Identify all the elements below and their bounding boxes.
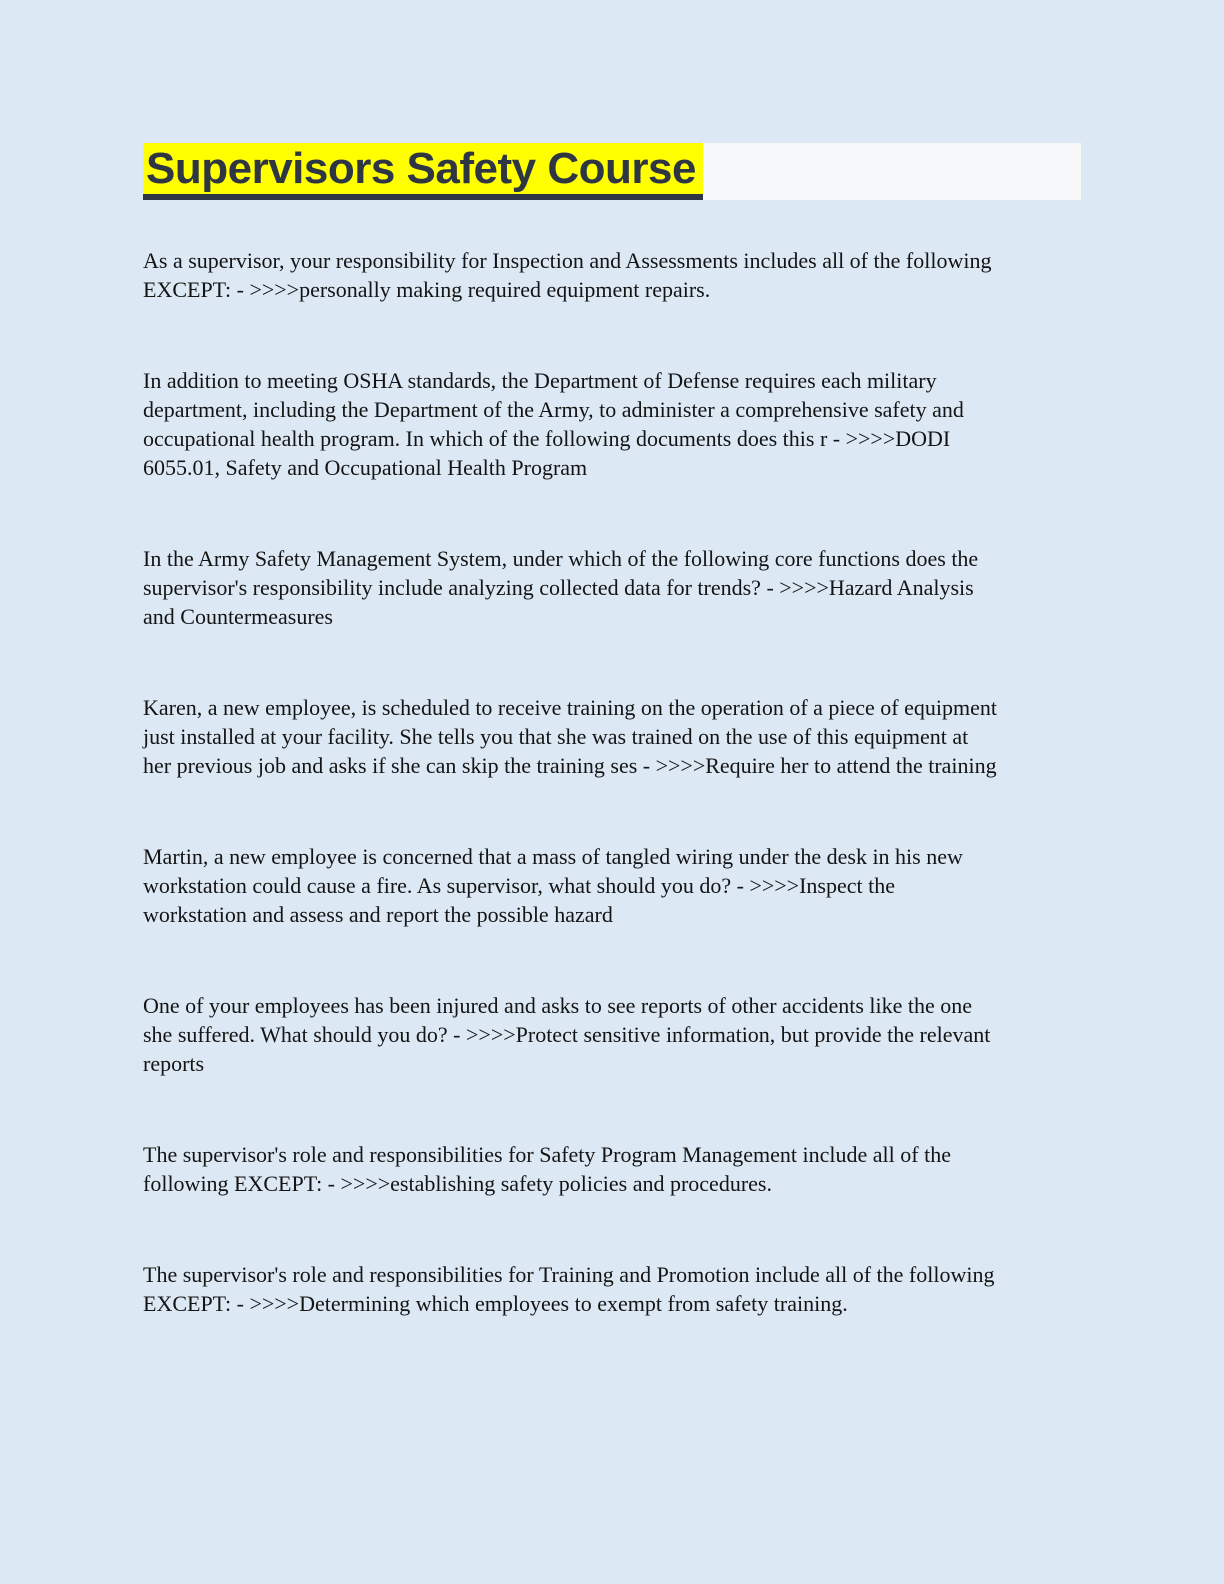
qa-paragraph [143,366,1081,482]
text-line: workstation and assess and report the possible hazard [143,902,613,927]
qa-paragraph [143,991,1081,1078]
text-line: she suffered. What should you do? - >>>>Protect sensitive information, but provide the relevant [143,1022,991,1047]
text-line: EXCEPT: - >>>>personally making required equipment repairs. [143,277,711,302]
text-line: reports [143,1051,205,1076]
qa-paragraph [143,842,1081,929]
text-line: In addition to meeting OSHA standards, the Department of Defense requires each military [143,368,937,393]
text-line: EXCEPT: - >>>>Determining which employees to exempt from safety training. [143,1291,848,1316]
text-line: supervisor's responsibility include analyzing collected data for trends? - >>>>Hazard Analysis [143,575,974,600]
title-bar [143,143,1081,200]
text-line: just installed at your facility. She tells you that she was trained on the use of this equipment at [143,724,969,749]
qa-paragraph [143,1260,1081,1318]
text-line: department, including the Department of the Army, to administer a comprehensive safety and [143,397,964,422]
text-line: 6055.01, Safety and Occupational Health Program [143,455,588,480]
page-title: Supervisors Safety Course [143,143,703,200]
text-line: Martin, a new employee is concerned that a mass of tangled wiring under the desk in his new [143,844,963,869]
qa-paragraph [143,693,1081,780]
document-content [143,143,1081,1380]
qa-paragraph [143,1140,1081,1198]
text-line: her previous job and asks if she can skip the training ses - >>>>Require her to attend the training [143,753,997,778]
text-line: occupational health program. In which of the following documents does this r - >>>>DODI [143,426,951,451]
text-line: and Countermeasures [143,604,333,629]
text-line: The supervisor's role and responsibilities for Training and Promotion include all of the following [143,1262,995,1287]
text-line: One of your employees has been injured and asks to see reports of other accidents like the one [143,993,973,1018]
text-line: Karen, a new employee, is scheduled to receive training on the operation of a piece of equipment [143,695,998,720]
text-line: The supervisor's role and responsibilities for Safety Program Management include all of the [143,1142,951,1167]
text-line: following EXCEPT: - >>>>establishing safety policies and procedures. [143,1171,772,1196]
text-line: As a supervisor, your responsibility for Inspection and Assessments includes all of the following [143,248,992,273]
text-line: In the Army Safety Management System, under which of the following core functions does the [143,546,979,571]
qa-paragraph [143,544,1081,631]
text-line: workstation could cause a fire. As supervisor, what should you do? - >>>>Inspect the [143,873,895,898]
qa-paragraph [143,246,1081,304]
